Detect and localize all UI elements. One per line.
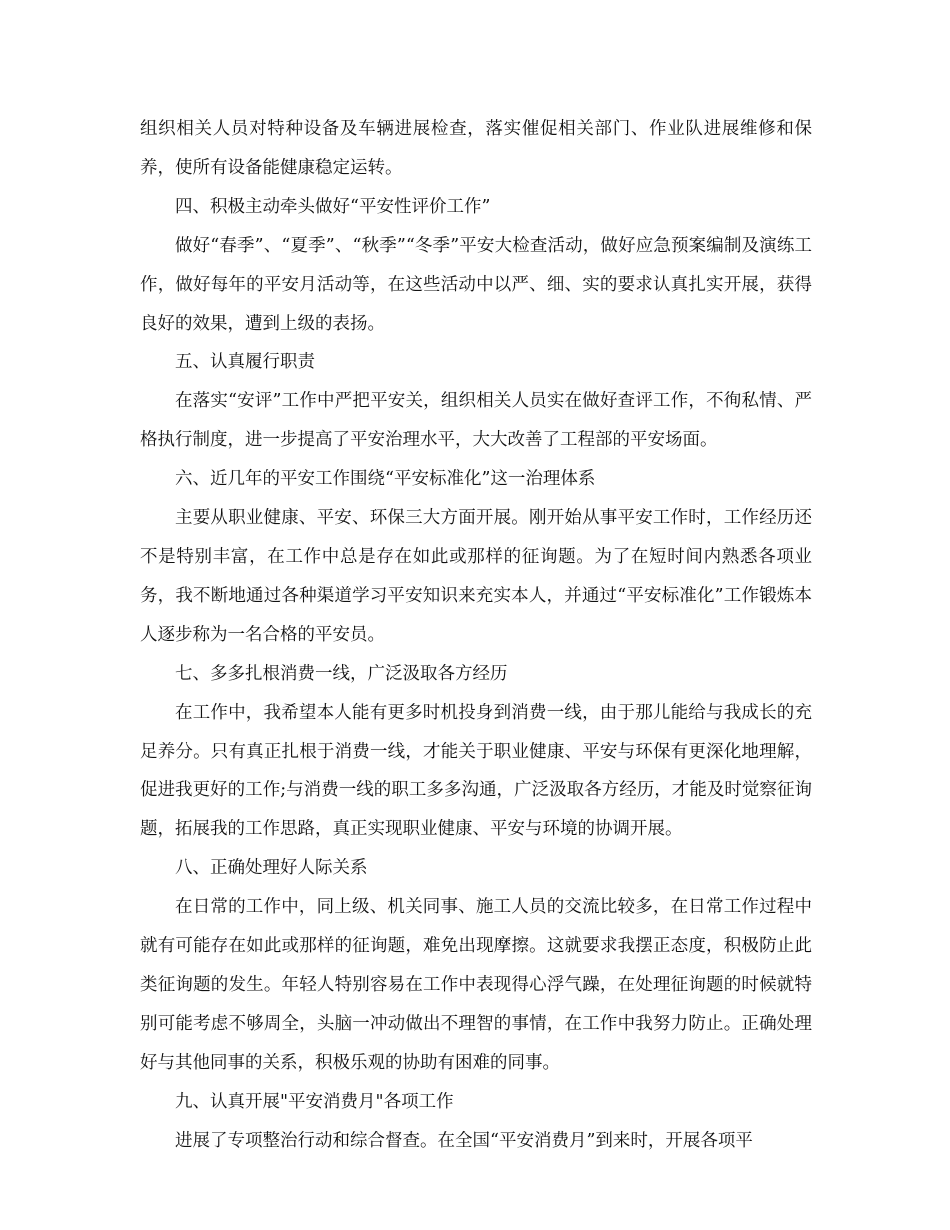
section-body-4: 做好“春季”、“夏季”、“秋季”“冬季”平安大检查活动，做好应急预案编制及演练工作，做好每年的平安月活动等，在这些活动中以严、细、实的要求认真扎实开展，获得良好的效果，遭到上级的表扬。	[140, 235, 812, 334]
section-body-5: 在落实“安评”工作中严把平安关，组织相关人员实在做好查评工作，不徇私情、严格执行制度，进一步提高了平安治理水平，大大改善了工程部的平安场面。	[140, 391, 812, 451]
section-heading-6: 六、近几年的平安工作围绕“平安标准化”这一治理体系	[175, 469, 596, 490]
section-heading-4: 四、积极主动牵头做好“平安性评价工作”	[175, 196, 491, 217]
section-body-7: 在工作中，我希望本人能有更多时机投身到消费一线，由于那儿能给与我成长的充足养分。只有真正扎根于消费一线，才能关于职业健康、平安与环保有更深化地理解，促进我更好的工作;与消费一线的职工多多沟通，广泛汲取各方经历，才能及时觉察征询题，拓展我的工作思路，真正实现职业健康、平安与环境的协调开展。	[140, 702, 812, 840]
section-body-8: 在日常的工作中，同上级、机关同事、施工人员的交流比较多，在日常工作过程中就有可能存在如此或那样的征询题，难免出现摩擦。这就要求我摆正态度，积极防止此类征询题的发生。年轻人特别容易在工作中表现得心浮气躁，在处理征询题的时候就特别可能考虑不够周全，头脑一冲动做出不理智的事情，在工作中我努力防止。正确处理好与其他同事的关系，积极乐观的协助有困难的同事。	[140, 897, 812, 1073]
section-body-6: 主要从职业健康、平安、环保三大方面开展。刚开始从事平安工作时，工作经历还不是特别丰富，在工作中总是存在如此或那样的征询题。为了在短时间内熟悉各项业务，我不断地通过各种渠道学习平安知识来充实本人，并通过“平安标准化”工作锻炼本人逐步称为一名合格的平安员。	[140, 508, 812, 645]
section-heading-5: 五、认真履行职责	[175, 352, 315, 373]
section-heading-9: 九、认真开展"平安消费月"各项工作	[175, 1091, 454, 1112]
section-heading-8: 八、正确处理好人际关系	[175, 858, 368, 879]
section-heading-7: 七、多多扎根消费一线，广泛汲取各方经历	[175, 663, 508, 684]
paragraph-continued-text: 组织相关人员对特种设备及车辆进展检查，落实催促相关部门、作业队进展维修和保养，使所有设备能健康稳定运转。	[140, 119, 812, 178]
section-body-9: 进展了专项整治行动和综合督查。在全国“平安消费月”到来时，开展各项平	[175, 1130, 753, 1151]
document-body	[140, 110, 812, 1160]
